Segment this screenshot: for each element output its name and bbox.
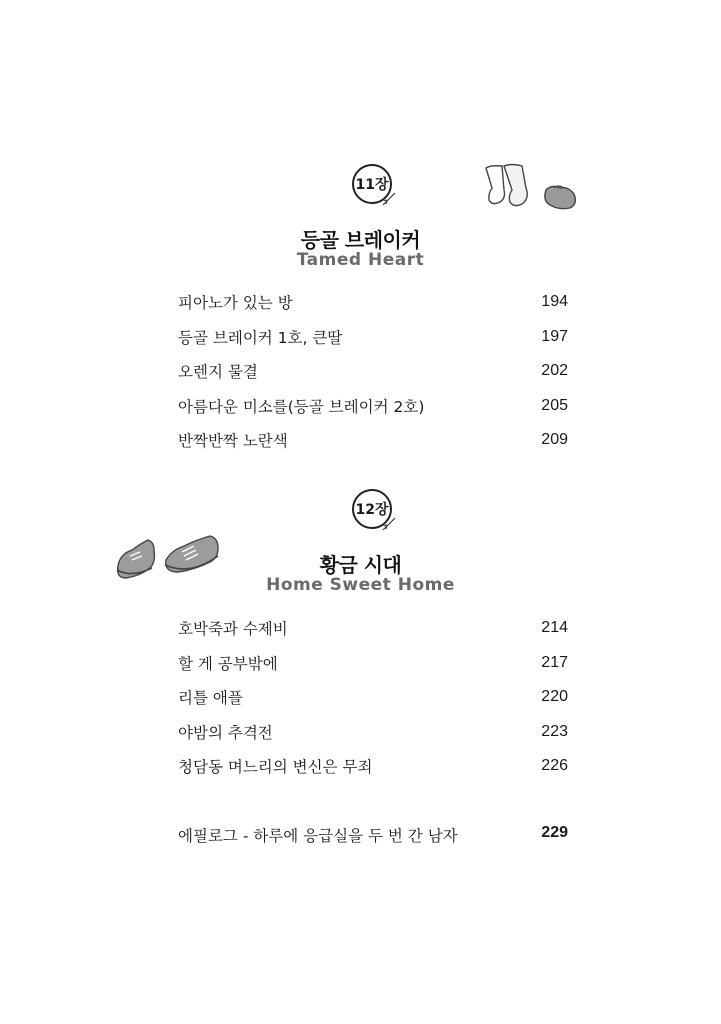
chapter-12-title: 황금 시대: [319, 553, 402, 577]
toc-entry[interactable]: [178, 423, 568, 458]
toc-entry-page: 226: [541, 757, 568, 775]
toc-entry-page: 217: [541, 653, 568, 671]
toc-entry[interactable]: [178, 285, 568, 320]
chapter-11-toc: [178, 285, 568, 458]
epilogue-entry[interactable]: [178, 824, 568, 846]
toc-entry[interactable]: [178, 354, 568, 389]
toc-entry-title: 반짝반짝 노란색: [178, 432, 288, 451]
toc-entry-title: 리틀 애플: [178, 689, 243, 708]
toc-entry[interactable]: [178, 320, 568, 355]
toc-entry-page: 209: [541, 431, 568, 449]
toc-entry[interactable]: [178, 611, 568, 646]
toc-entry[interactable]: [178, 715, 568, 750]
toc-entry-page: 214: [541, 619, 568, 637]
toc-entry-title: 할 게 공부밖에: [178, 654, 278, 673]
thread-needle-icon: [382, 517, 396, 531]
toc-entry-title: 야밤의 추격전: [178, 723, 273, 742]
chapter-11-title: 등골 브레이커: [300, 228, 421, 252]
toc-entry[interactable]: [178, 680, 568, 715]
toc-entry-page: 205: [541, 396, 568, 414]
toc-entry-title: 피아노가 있는 방: [178, 294, 293, 313]
epilogue-title: 에필로그 - 하루에 응급실을 두 번 간 남자: [178, 827, 458, 845]
toc-entry-title: 청담동 며느리의 변신은 무죄: [178, 758, 373, 777]
toc-entry-page: 223: [541, 722, 568, 740]
toc-entry-page: 202: [541, 362, 568, 380]
chapter-12-badge: [352, 489, 392, 529]
thread-needle-icon: [382, 192, 396, 206]
toc-entry-page: 194: [541, 293, 568, 311]
toc-entry[interactable]: [178, 646, 568, 681]
toc-entry-title: 호박죽과 수제비: [178, 620, 288, 639]
toc-entry-page: 220: [541, 688, 568, 706]
toc-entry-title: 아름다운 미소를(등골 브레이커 2호): [178, 397, 425, 416]
chapter-11-badge-label: 11장: [355, 177, 389, 193]
socks-illustration: [480, 160, 590, 215]
toc-entry[interactable]: [178, 749, 568, 784]
toc-entry-title: 오렌지 물결: [178, 363, 258, 382]
toc-entry[interactable]: [178, 389, 568, 424]
chapter-11-subtitle: Tamed Heart: [296, 250, 425, 270]
chapter-12-subtitle: Home Sweet Home: [266, 575, 455, 595]
chapter-12-toc: [178, 611, 568, 784]
chapter-12-badge-label: 12장: [355, 502, 389, 518]
toc-entry-page: 197: [541, 327, 568, 345]
epilogue-page: 229: [541, 824, 568, 841]
chapter-11-badge: [352, 164, 392, 204]
toc-entry-title: 등골 브레이커 1호, 큰딸: [178, 328, 343, 347]
